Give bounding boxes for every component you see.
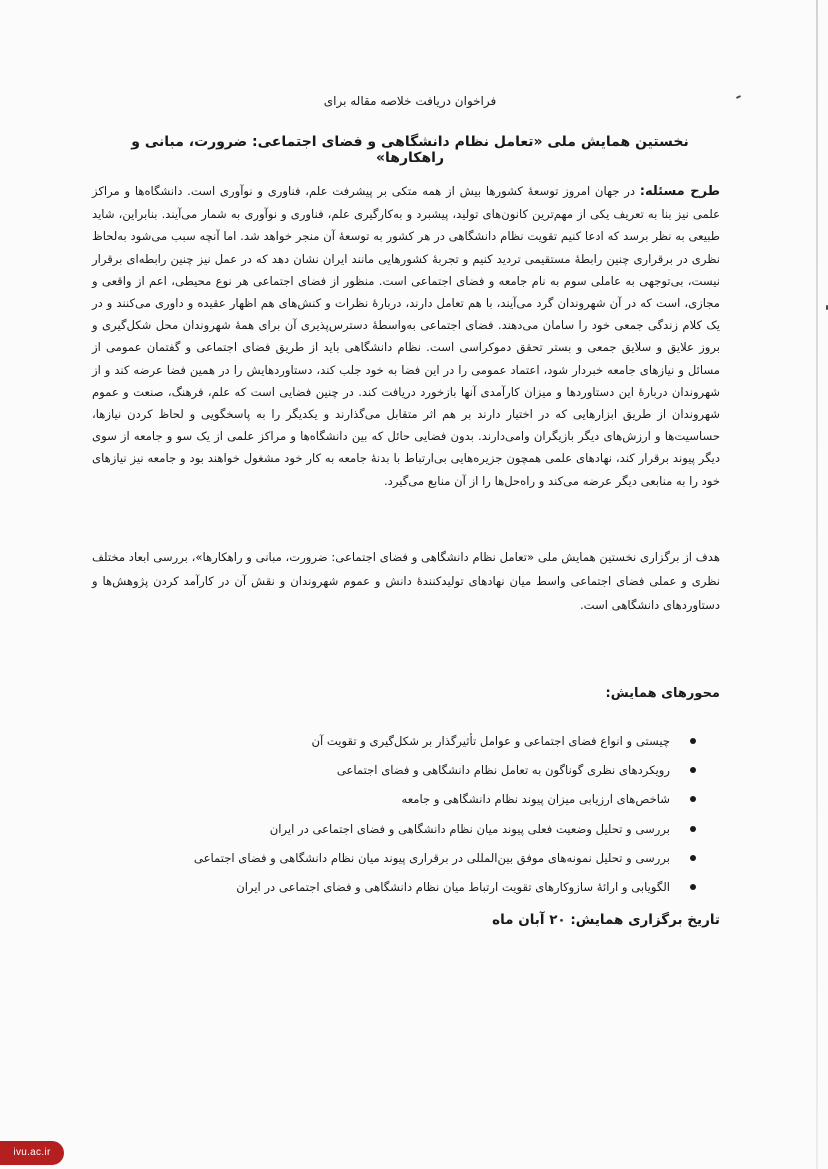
scan-speck [736, 95, 741, 99]
bullet-icon [690, 796, 696, 802]
conference-date: تاریخ برگزاری همایش: ۲۰ آبان ماه [492, 912, 720, 928]
axes-heading: محورهای همایش: [605, 686, 720, 701]
bullet-icon [690, 738, 696, 744]
bullet-icon [690, 767, 696, 773]
axis-text: الگویابی و ارائهٔ سازوکارهای تقویت ارتباط میان نظام دانشگاهی و فضای اجتماعی در ایران [236, 879, 670, 894]
axes-list-item [150, 759, 696, 788]
call-for-abstracts-line: فراخوان دریافت خلاصه مقاله برای [323, 94, 497, 108]
bullet-icon [690, 855, 696, 861]
axes-list-item [150, 730, 696, 759]
problem-label: طرح مسئله: [639, 184, 721, 199]
site-watermark: ivu.ac.ir [0, 1141, 64, 1165]
axes-list-item [150, 788, 696, 817]
axis-text: بررسی و تحلیل وضعیت فعلی پیوند میان نظام دانشگاهی و فضای اجتماعی در ایران [269, 821, 670, 836]
axis-text: چیستی و انواع فضای اجتماعی و عوامل تأثیرگذار بر شکل‌گیری و تقویت آن [311, 734, 670, 748]
problem-text: در جهان امروز توسعهٔ کشورها بیش از همه متکی بر پیشرفت علم، فناوری و نوآوری است. دانشگاه‌ها و مراکز علمی نیز بنا به تعریف یکی از مهم‌ترین کانون‌های تولید، پیشبرد و به‌کارگیری علم، فناوری و نوآوری به شمار می‌آیند. بنابراین، شاید طبیعی به نظر برسد که ادعا کنیم تقویت نظام دانشگاهی در هر کشور به توسعهٔ آن منجر خواهد شد. اما آنچه سبب می‌شود به‌لحاظ نظری در برقراری چنین رابطهٔ مستقیمی تردید کنیم و تجربهٔ کشورهایی مانند ایران نشان دهد که در عمل نیز چنین رابطه‌ای برقرار نیست، بی‌توجهی به عاملی سوم به نام جامعه و فضای اجتماعی است. منظور از فضای اجتماعی هر نوع محیطی، اعم از واقعی و مجازی، است که در آن شهروندان گرد می‌آیند، با هم تعامل دارند، دربارهٔ نظرات و کنش‌های هم اظهار عقیده و داوری می‌کنند و در یک کلام زندگی جمعی خود را سامان می‌دهند. فضای اجتماعی به‌واسطهٔ دسترس‌پذیری آن برای همهٔ شهروندان محل شکل‌گیری و بروز علایق و سلایق جمعی و بستر تحقق دموکراسی است. نظام دانشگاهی باید از طریق فضای اجتماعی و گفتمان عمومی از مسائل و نیازهای جامعه خبردار شود، اعتماد عمومی را در این فضا به خود جلب کند، دستاوردهایش را در همین فضا عرضه کند و از شهروندان دربارهٔ این دستاوردها و میزان کارآمدی آنها بازخورد دریافت کند. در چنین فضایی است که علم، فرهنگ، صنعت و عموم شهروندان از طریق ابزارهایی که در اختیار دارند بر هم اثر متقابل می‌گذارند و یکدیگر را به پاسخگویی و لحاظ کردن نیازها، حساسیت‌ها و ارزش‌های دیگر بازیگران وامی‌دارند. بدون فضایی حائل که بین دانشگاه‌ها و مراکز علمی از یک سو و جامعه از سوی دیگر پیوند برقرار کند، نهادهای علمی همچون جزیره‌هایی بی‌ارتباط با بدنهٔ جامعه به کار خود مشغول خواهند بود و جامعه نیز نیازهای خود را به منابعی دیگر عرضه می‌کند و راه‌حل‌ها را از آن منابع می‌گیرد. [92, 184, 720, 488]
axes-list-item [150, 818, 696, 847]
bullet-icon [690, 826, 696, 832]
axes-list-item [150, 847, 696, 876]
scan-edge-line [816, 0, 818, 1169]
conference-title: نخستین همایش ملی «تعامل نظام دانشگاهی و فضای اجتماعی: ضرورت، مبانی و راهکارها» [131, 134, 689, 166]
axis-text: رویکردهای نظری گوناگون به تعامل نظام دانشگاهی و فضای اجتماعی [336, 763, 670, 778]
axis-text: بررسی و تحلیل نمونه‌های موفق بین‌المللی در برقراری پیوند میان نظام دانشگاهی و فضای اجتماعی [193, 850, 670, 865]
axes-list [150, 730, 696, 905]
bullet-icon [690, 884, 696, 890]
axes-list-item [150, 876, 696, 905]
axis-text: شاخص‌های ارزیابی میزان پیوند نظام دانشگاهی و جامعه [401, 792, 670, 807]
problem-statement [92, 180, 720, 492]
goal-paragraph: هدف از برگزاری نخستین همایش ملی «تعامل نظام دانشگاهی و فضای اجتماعی: ضرورت، مبانی و راهکارها»، بررسی ابعاد مختلف نظری و عملی فضای اجتماعی واسط میان نهادهای تولیدکنندهٔ دانش و عموم شهروندان و نقش آن در کارآمد کردن پژوهش‌ها و دستاوردهای دانشگاهی است. [92, 550, 720, 612]
